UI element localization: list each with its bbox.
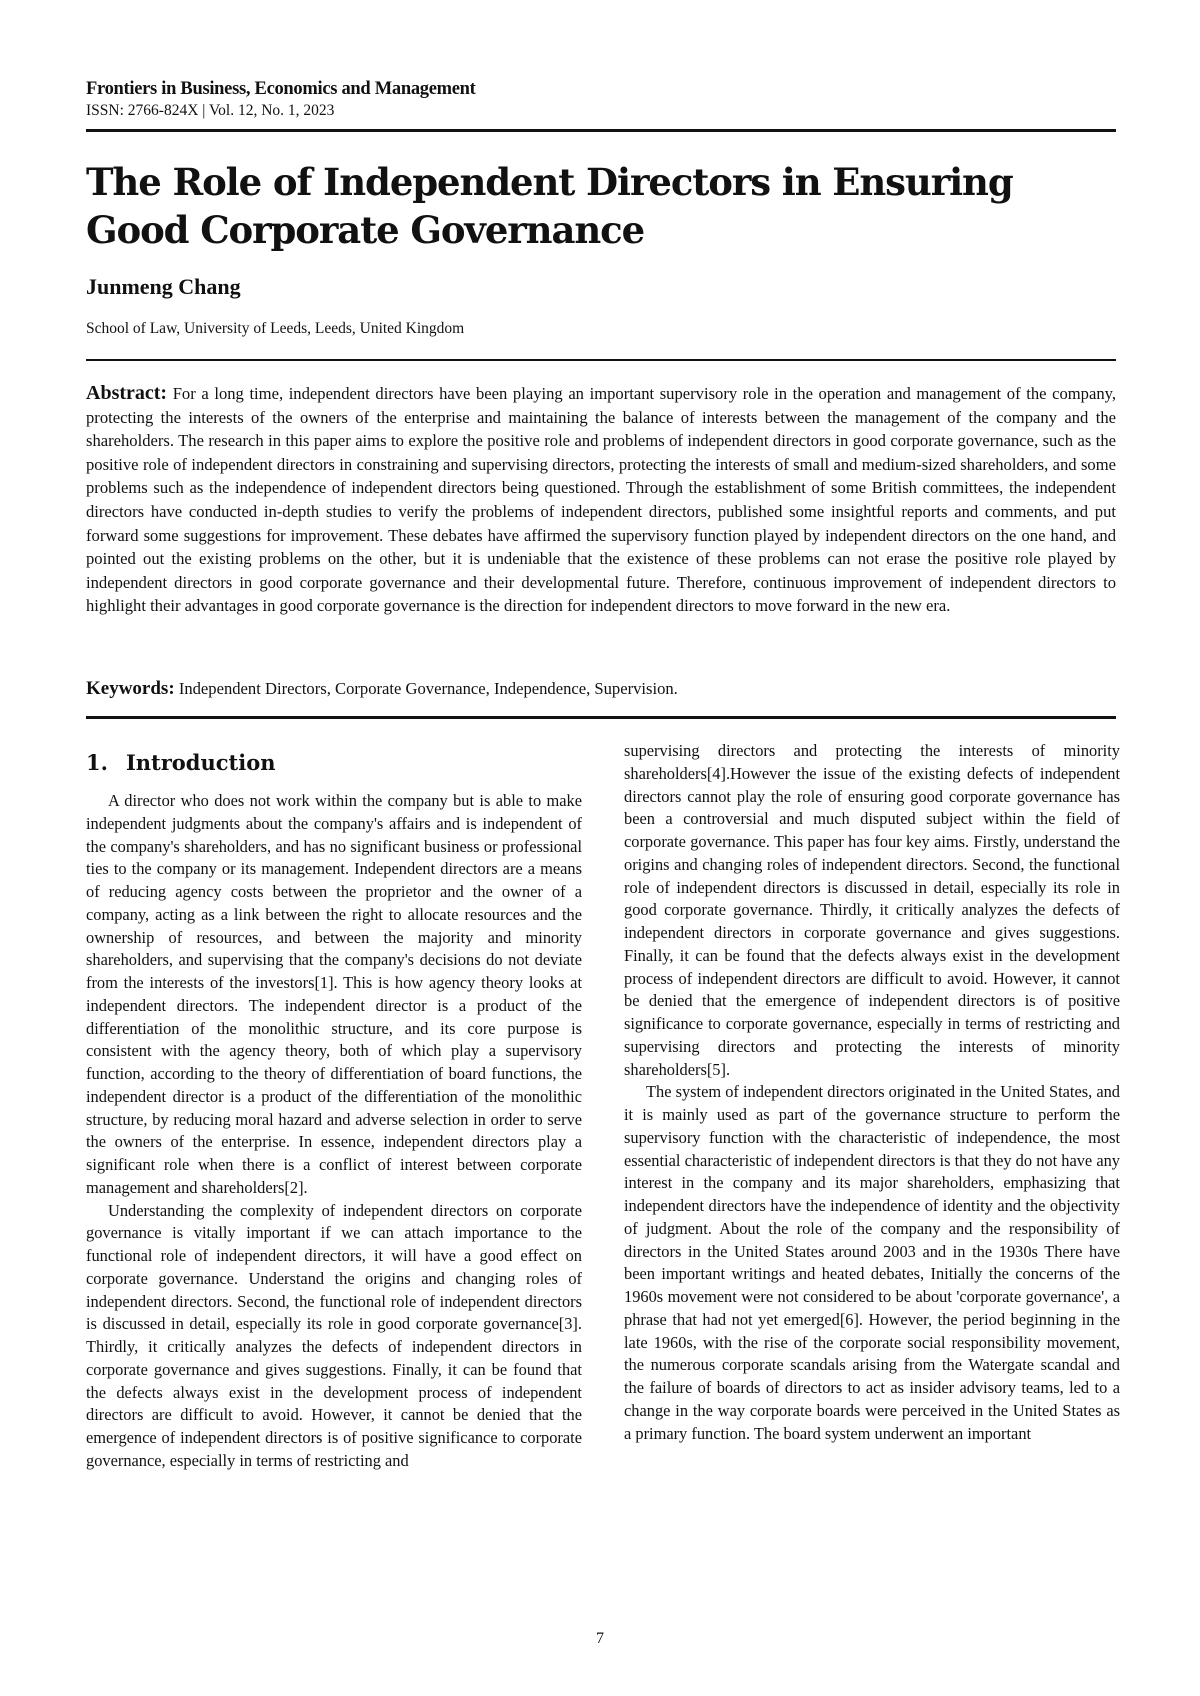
left-column [86, 790, 582, 1473]
paper-title: The Role of Independent Directors in Ensuring Good Corporate Governance [86, 160, 1013, 252]
abstract-label: Abstract: [86, 382, 168, 404]
abstract-bottom-divider [86, 716, 1116, 719]
author-affiliation: School of Law, University of Leeds, Leeds, United Kingdom [86, 320, 465, 337]
page-number: 7 [596, 1630, 604, 1647]
journal-name: Frontiers in Business, Economics and Management [86, 79, 476, 99]
keywords [86, 678, 1116, 700]
author-name: Junmeng Chang [86, 274, 241, 299]
keywords-label: Keywords: [86, 678, 175, 699]
journal-header [86, 78, 1116, 121]
abstract-text: For a long time, independent directors have been playing an important supervisory role in the operation and management of the company, protecting the interests of the owners of the enterprise and maintaining the balance of interests between the management of the company and the shareholders. The research in this paper aims to explore the positive role and problems of independent directors in good corporate governance, such as the positive role of independent directors in constraining and supervising directors, protecting the interests of small and medium-sized shareholders, and some problems such as the independence of independent directors being questioned. Through the establishment of some British committees, the independent directors have conducted in-depth studies to verify the problems of independent directors, published some insightful reports and comments, and put forward some suggestions for improvement. These debates have affirmed the supervisory function played by independent directors on the one hand, and pointed out the existing problems on the other, but it is undeniable that the existence of these problems can not erase the positive role played by independent directors in good corporate governance and their developmental future. Therefore, continuous improvement of independent directors to highlight their advantages in good corporate governance is the direction for independent directors to move forward in the new era. [86, 384, 1116, 616]
body-paragraph: supervising directors and protecting the interests of minority shareholders[4].However the issue of the existing defects of independent directors cannot play the role of ensuring good corporate governance has been a controversial and much disputed subject within the field of corporate governance. This paper has four key aims. Firstly, understand the origins and changing roles of independent directors. Second, the functional role of independent directors is discussed in detail, especially its role in good corporate governance. Thirdly, it critically analyzes the defects of independent directors in corporate governance and gives suggestions. Finally, it can be found that the defects always exist in the development process of independent directors are difficult to avoid. However, it cannot be denied that the emergence of independent directors is of positive significance to corporate governance, especially in terms of restricting and supervising directors and protecting the interests of minority shareholders[5]. [624, 741, 1120, 1079]
section-heading-introduction [86, 750, 276, 775]
section-number: 1. [86, 750, 108, 775]
body-paragraph: The system of independent directors originated in the United States, and it is mainly used as part of the governance structure to perform the supervisory function with the characteristic of independence, the most essential characteristic of independent directors is that they do not have any interest in the company and its major shareholders, emphasizing that independent directors have the independence of identity and the objectivity of judgment. About the role of the company and the responsibility of directors in the United States around 2003 and in the 1930s There have been important writings and heated debates, Initially the concerns of the 1960s movement were not considered to be about 'corporate governance', a phrase that had not yet emerged[6]. However, the period beginning in the late 1960s, with the rise of the corporate social responsibility movement, the numerous corporate scandals arising from the Watergate scandal and the failure of boards of directors to act as insider advisory teams, led to a change in the way corporate boards were perceived in the United States as a primary function. The board system underwent an important [624, 1082, 1120, 1443]
issn-line: ISSN: 2766-824X | Vol. 12, No. 1, 2023 [86, 102, 335, 119]
abstract [86, 382, 1116, 618]
keywords-text: Independent Directors, Corporate Governance, Independence, Supervision. [178, 679, 678, 698]
right-column [624, 740, 1120, 1445]
header-divider [86, 129, 1116, 132]
body-paragraph: A director who does not work within the company but is able to make independent judgments about the company's affairs and is independent of the company's shareholders, and has no significant business or professional ties to the company or its management. Independent directors are a means of reducing agency costs between the proprietor and the owner of a company, acting as a link between the right to allocate resources and the ownership of resources, and between the majority and minority shareholders, and supervising that the company's decisions do not deviate from the interests of the investors[1]. This is how agency theory looks at independent directors. The independent director is a product of the differentiation of the monolithic structure, and its core purpose is consistent with the agency theory, both of which play a supervisory function, according to the theory of differentiation of board functions, the independent director is a product of the differentiation of the monolithic structure, by reducing moral hazard and adverse selection in order to serve the owners of the enterprise. In essence, independent directors play a significant role when there is a conflict of interest between corporate management and shareholders[2]. [86, 791, 582, 1197]
body-paragraph: Understanding the complexity of independent directors on corporate governance is vitally important if we can attach importance to the functional role of independent directors, it will have a good effect on corporate governance. Understand the origins and changing roles of independent directors. Second, the functional role of independent directors is discussed in detail, especially its role in good corporate governance[3]. Thirdly, it critically analyzes the defects of independent directors in corporate governance and gives suggestions. Finally, it can be found that the defects always exist in the development process of independent directors are difficult to avoid. However, it cannot be denied that the emergence of independent directors is of positive significance to corporate governance, especially in terms of restricting and [86, 1200, 582, 1470]
section-title: Introduction [125, 750, 276, 775]
abstract-top-divider [86, 359, 1116, 361]
